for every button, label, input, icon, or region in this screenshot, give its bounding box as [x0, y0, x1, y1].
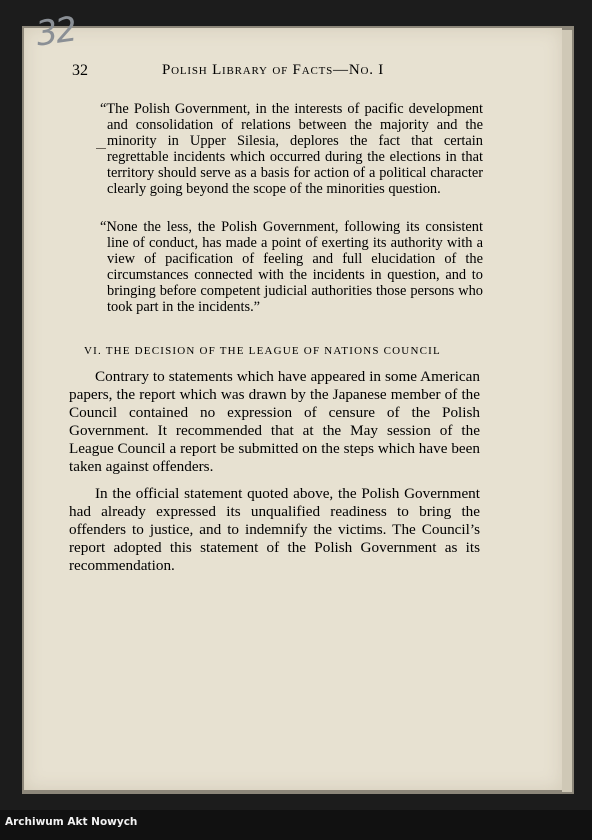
quote-block-1 — [100, 101, 483, 197]
quote-paragraph: “The Polish Government, in the interests of pacific development and consolidation of relations between the majority and the minority in Upper Silesia, deplores the fact that certain regrettable incidents which occurred during the elections in that territory should serve as a basis for action of a political character clearly going beyond the scope of the minorities question. — [100, 101, 483, 197]
body-block-1 — [69, 368, 480, 476]
archive-label: Archiwum Akt Nowych — [5, 816, 138, 828]
handwritten-page-number: 32 — [33, 9, 78, 55]
body-paragraph: Contrary to statements which have appeared in some American papers, the report which was drawn by the Japanese member of the Council contained no expression of censure of the Polish Government. It recommended that at the May session of the League Council a report be submitted on the steps which have been taken against offenders. — [69, 368, 480, 475]
running-head — [72, 62, 492, 86]
margin-mark — [96, 148, 106, 149]
quote-block-2 — [100, 219, 483, 315]
page-number: 32 — [72, 62, 88, 79]
section-heading: VI. THE DECISION OF THE LEAGUE OF NATIONS COUNCIL — [84, 345, 441, 357]
running-title: Polish Library of Facts—No. I — [162, 62, 385, 78]
quote-paragraph: “None the less, the Polish Government, following its consistent line of conduct, has made a point of exerting its authority with a view of pacification of feeling and full elucidation of the circumstances connected with the incidents in question, and to bringing before competent judicial authorities those persons who took part in the incidents.” — [100, 219, 483, 315]
body-paragraph: In the official statement quoted above, the Polish Government had already expressed its unqualified readiness to bring the offenders to justice, and to indemnify the victims. The Council’s report adopted this statement of the Polish Government as its recommendation. — [69, 485, 480, 574]
page-edge-right — [562, 30, 572, 792]
body-block-2 — [69, 485, 480, 575]
